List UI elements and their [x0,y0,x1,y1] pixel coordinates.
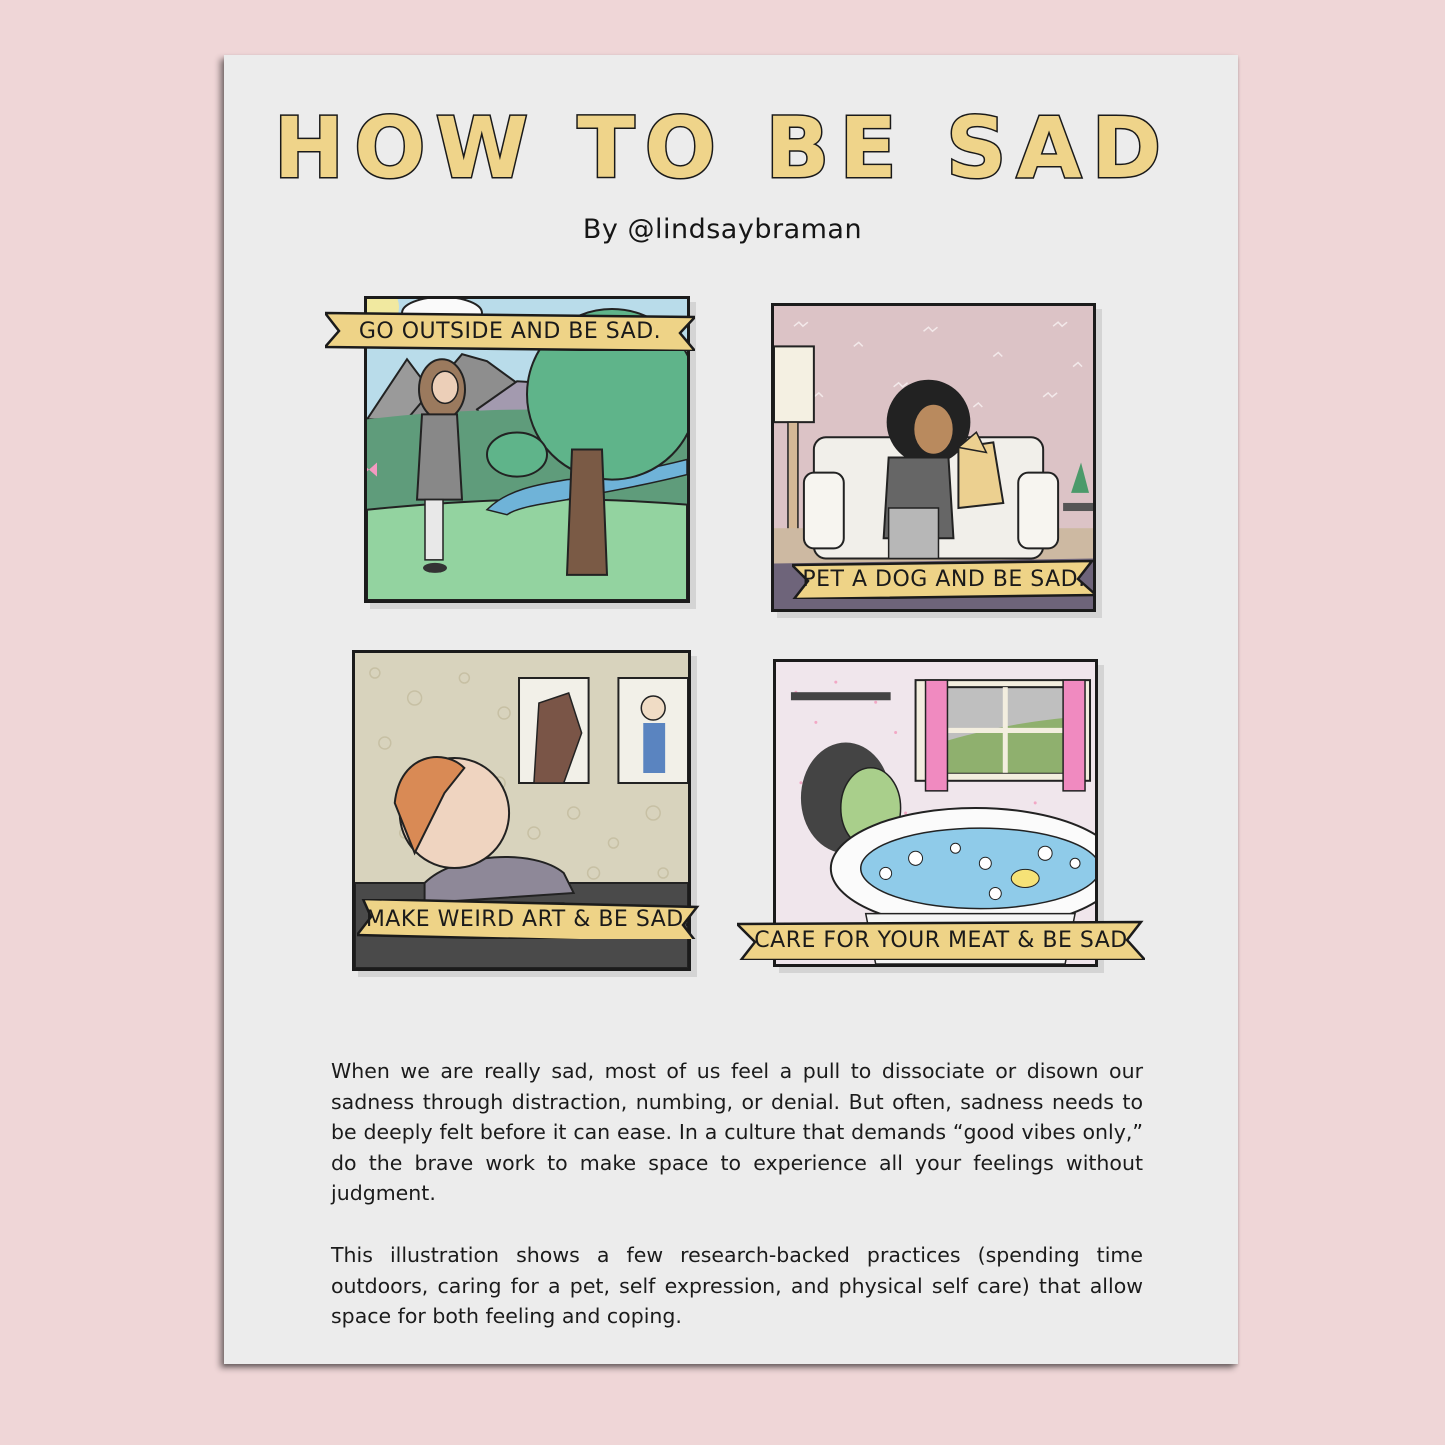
author-byline: By @lindsaybraman [582,214,863,245]
caption-text: PET A DOG AND BE SAD. [802,566,1086,592]
caption-banner [792,559,1096,599]
body-paragraph-2: This illustration shows a few research-backed practices (spending time outdoors, caring for a pet, self expression, and physical self care) that allow space for both feeling and coping. [331,1243,1143,1328]
bathroom-scene-icon [776,662,1095,964]
caption-banner [737,920,1145,960]
comic-panel-dog [771,303,1096,612]
comic-panel-outside [358,296,690,603]
caption-text: MAKE WEIRD ART & BE SAD. [365,906,692,932]
caption-text: CARE FOR YOUR MEAT & BE SAD [754,927,1128,953]
caption-text: GO OUTSIDE AND BE SAD. [358,318,662,344]
page-title: HOW TO BE SAD [273,99,1172,197]
body-paragraph-1: When we are really sad, most of us feel a pull to dissociate or disown our sadness through distraction, numbing, or denial. But often, sadness needs to be deeply felt before it can ease. In a culture that demands “good vibes only,” do the brave work to make space to experience all your feelings without judgment. [331,1059,1143,1205]
comic-panel-bath [754,659,1128,967]
comic-panel-art [352,650,691,971]
caption-banner [357,899,700,939]
caption-banner [325,311,695,351]
